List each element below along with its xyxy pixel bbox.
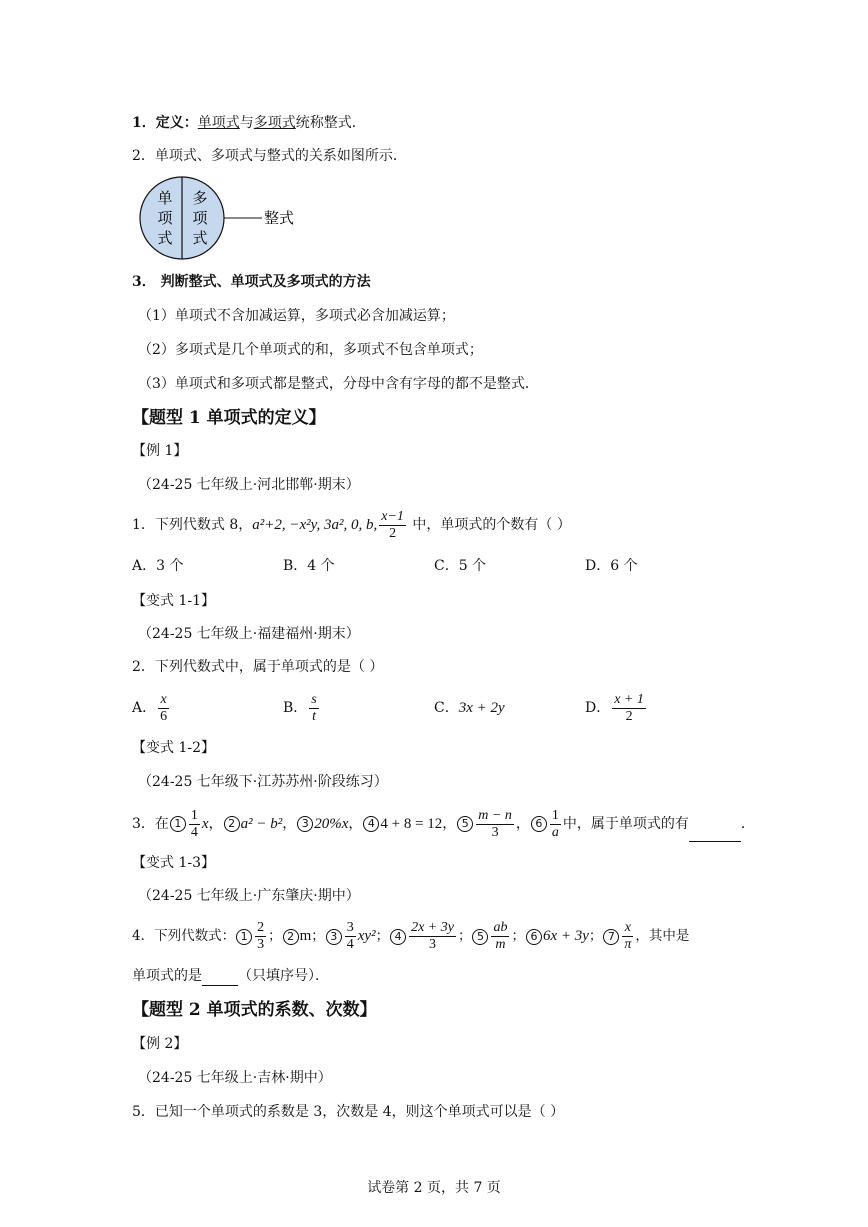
q2-option-a[interactable] bbox=[132, 691, 171, 725]
q1-option-c[interactable]: C．5 个 bbox=[434, 558, 487, 574]
circled-number: 6 bbox=[526, 929, 542, 945]
source-3: （24-25 七年级下·江苏苏州·阶段练习） bbox=[138, 774, 388, 790]
question-1 bbox=[132, 508, 571, 542]
definition-lead: 定义： bbox=[155, 115, 198, 131]
q1-fraction-denominator: 2 bbox=[389, 525, 397, 541]
q4-frac-3-den: 4 bbox=[346, 937, 354, 952]
q3-expr-3: 20%x bbox=[314, 816, 349, 832]
q1-expression: a²+2, −x²y, 3a², 0, b, bbox=[252, 517, 378, 533]
q2-option-c[interactable] bbox=[434, 698, 505, 718]
q3-var: x bbox=[201, 816, 209, 832]
q4-frac-3 bbox=[345, 920, 356, 953]
q3-suffix: 中，属于单项式的有 bbox=[562, 816, 689, 832]
left-char-3: 式 bbox=[157, 229, 173, 247]
q1-option-b[interactable]: B．4 个 bbox=[283, 558, 335, 574]
q2-b-fraction bbox=[309, 692, 318, 725]
q4-prefix: 4．下列代数式： bbox=[132, 928, 236, 944]
connector-text: 与 bbox=[239, 115, 254, 131]
circled-number: 1 bbox=[236, 929, 252, 945]
q2-d-fraction bbox=[612, 692, 646, 725]
variant-1-2-label: 【变式 1-2】 bbox=[132, 740, 215, 756]
q3-frac-6-den: a bbox=[551, 824, 559, 840]
q1-suffix: 中，单项式的个数有（ ） bbox=[407, 517, 571, 533]
integer-expression-diagram bbox=[138, 175, 338, 261]
q1-fraction-numerator: x−1 bbox=[381, 508, 404, 524]
circled-number: 4 bbox=[390, 929, 406, 945]
q2-c-expression: 3x + 2y bbox=[458, 700, 505, 716]
q3-frac-1-num: 1 bbox=[190, 807, 198, 823]
separator: ； bbox=[268, 928, 282, 944]
separator: ； bbox=[588, 928, 603, 944]
q4-cont-prefix: 单项式的是 bbox=[132, 968, 202, 984]
q4-frac-7 bbox=[622, 920, 633, 953]
separator: ； bbox=[311, 928, 325, 944]
q3-answer-blank[interactable] bbox=[689, 817, 741, 842]
type1-heading: 【题型 1 单项式的定义】 bbox=[132, 408, 326, 428]
q4-suffix: ，其中是 bbox=[635, 928, 690, 944]
circled-number: 1 bbox=[170, 816, 186, 832]
question-5: 5．已知一个单项式的系数是 3，次数是 4，则这个单项式可以是（ ） bbox=[132, 1104, 565, 1120]
q4-frac-5-num: ab bbox=[493, 920, 508, 935]
source-2: （24-25 七年级上·福建福州·期末） bbox=[138, 626, 360, 642]
separator: ； bbox=[375, 928, 390, 944]
relation-text: 2．单项式、多项式与整式的关系如图所示． bbox=[132, 148, 407, 164]
q4-frac-7-den: π bbox=[624, 937, 632, 952]
q3-frac-5 bbox=[476, 808, 514, 841]
q4-expr-2: m bbox=[299, 928, 312, 944]
q2-b-numerator: s bbox=[311, 691, 317, 707]
circled-number: 6 bbox=[531, 816, 547, 832]
q4-frac-4-den: 3 bbox=[429, 937, 437, 952]
source-1: （24-25 七年级上·河北邯郸·期末） bbox=[138, 477, 360, 493]
q2-a-label: A． bbox=[132, 700, 157, 716]
q3-frac-1-den: 4 bbox=[190, 824, 198, 840]
q4-expr-3: xy² bbox=[357, 928, 376, 944]
source-4: （24-25 七年级上·广东肇庆·期中） bbox=[138, 888, 360, 904]
q4-frac-5-den: m bbox=[495, 937, 506, 952]
definition-line bbox=[132, 113, 366, 133]
separator: ； bbox=[457, 928, 472, 944]
question-4-continued bbox=[132, 966, 329, 986]
variant-1-1-label: 【变式 1-1】 bbox=[132, 593, 215, 609]
q3-frac-5-den: 3 bbox=[491, 824, 499, 840]
q3-end: ． bbox=[740, 816, 755, 832]
separator: ； bbox=[511, 928, 525, 944]
rule-3: （3）单项式和多项式都是整式，分母中含有字母的都不是整式． bbox=[138, 376, 539, 392]
circled-number: 2 bbox=[283, 929, 299, 945]
source-5: （24-25 七年级上·吉林·期中） bbox=[138, 1070, 332, 1086]
circled-number: 3 bbox=[297, 816, 313, 832]
example-1-label: 【例 1】 bbox=[132, 443, 188, 459]
q2-option-d[interactable] bbox=[585, 691, 648, 725]
page-footer: 试卷第 2 页，共 7 页 bbox=[367, 1180, 501, 1196]
diagram-label: 整式 bbox=[264, 209, 295, 227]
right-char-2: 项 bbox=[192, 209, 208, 227]
term-monomial: 单项式 bbox=[197, 115, 240, 131]
q2-a-numerator: x bbox=[158, 692, 169, 709]
circled-number: 5 bbox=[457, 816, 473, 832]
q2-d-denominator: 2 bbox=[625, 708, 633, 724]
question-2: 2．下列代数式中，属于单项式的是（ ） bbox=[132, 659, 384, 675]
q3-frac-1 bbox=[189, 808, 200, 841]
circled-number: 2 bbox=[224, 816, 240, 832]
q3-frac-5-num: m − n bbox=[478, 807, 512, 823]
q1-prefix: 1．下列代数式 8， bbox=[132, 517, 253, 533]
example-2-label: 【例 2】 bbox=[132, 1036, 188, 1052]
q1-fraction bbox=[379, 509, 406, 542]
q3-expr-4: 4 + 8 = 12 bbox=[380, 816, 443, 832]
q4-frac-4 bbox=[409, 920, 456, 953]
q4-expr-6: 6x + 3y bbox=[542, 928, 589, 944]
item-number: 1． bbox=[132, 115, 156, 131]
variant-1-3-label: 【变式 1-3】 bbox=[132, 855, 215, 871]
q2-d-numerator: x + 1 bbox=[614, 691, 644, 707]
method-heading: 3． 判断整式、单项式及多项式的方法 bbox=[132, 274, 371, 290]
q4-frac-1-num: 2 bbox=[257, 920, 265, 935]
q1-option-a[interactable]: A．3 个 bbox=[132, 558, 184, 574]
q4-frac-3-num: 3 bbox=[346, 920, 354, 935]
left-char-2: 项 bbox=[157, 209, 173, 227]
q4-frac-1 bbox=[255, 920, 266, 953]
q3-prefix: 3．在 bbox=[132, 816, 169, 832]
question-3: 3．在 1 $\frac{1}{4}$ x， 2 a² − b²， 3 20%x， 4 4 + 8 = 12， 5 $\frac{m - n}{3}$ ， 6 $\frac{1}{a}$ 中，属于单项式的有 ． bbox=[132, 806, 755, 842]
definition-tail: 统称整式． bbox=[295, 115, 366, 131]
q3-frac-6 bbox=[550, 808, 561, 841]
q4-frac-1-den: 3 bbox=[257, 937, 265, 952]
circled-number: 4 bbox=[363, 816, 379, 832]
term-polynomial: 多项式 bbox=[253, 115, 296, 131]
q2-a-fraction bbox=[158, 692, 169, 725]
q2-b-denominator: t bbox=[312, 708, 316, 724]
type2-heading: 【题型 2 单项式的系数、次数】 bbox=[132, 1000, 377, 1020]
q4-frac-4-num: 2x + 3y bbox=[411, 920, 454, 935]
q4-cont-suffix: （只填序号）． bbox=[238, 968, 329, 984]
rule-1: （1）单项式不含加减运算，多项式必含加减运算； bbox=[138, 308, 455, 324]
question-4 bbox=[132, 918, 689, 954]
q3-frac-6-num: 1 bbox=[551, 807, 559, 823]
q1-option-d[interactable]: D．6 个 bbox=[585, 558, 638, 574]
q2-d-label: D． bbox=[585, 700, 611, 716]
right-char-3: 式 bbox=[192, 229, 208, 247]
q4-frac-5 bbox=[491, 920, 509, 953]
q4-answer-blank[interactable] bbox=[202, 967, 238, 986]
q2-option-b[interactable] bbox=[283, 691, 321, 725]
q4-frac-7-num: x bbox=[622, 920, 633, 937]
right-char-1: 多 bbox=[192, 189, 208, 207]
q3-expr-2: a² − b² bbox=[240, 816, 283, 832]
rule-2: （2）多项式是几个单项式的和，多项式不包含单项式； bbox=[138, 342, 483, 358]
q2-a-denominator: 6 bbox=[160, 708, 168, 724]
q2-c-label: C． bbox=[434, 700, 459, 716]
circled-number: 5 bbox=[472, 929, 488, 945]
circled-number: 7 bbox=[603, 929, 619, 945]
circled-number: 3 bbox=[326, 929, 342, 945]
q2-b-label: B． bbox=[283, 700, 308, 716]
left-char-1: 单 bbox=[157, 189, 173, 207]
